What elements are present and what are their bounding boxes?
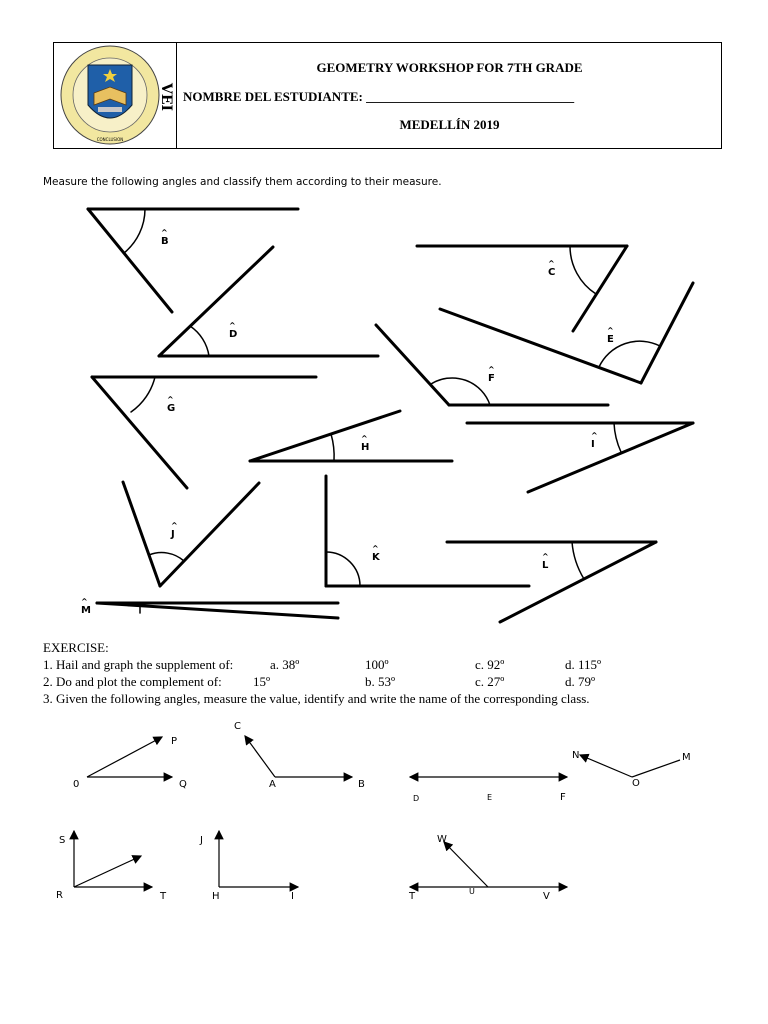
angle-label-e: ^ E [607,326,614,345]
logo-side-text: VEI [158,83,174,112]
city-year: MEDELLÍN 2019 [399,117,500,132]
point-i: I [291,891,294,902]
logo-bottom-text: CONCLUSION [96,137,124,142]
point-u: U [469,887,475,896]
angle-label-m: ^ M [81,597,91,616]
point-d: D [413,794,420,803]
angle-label-j: ^ J [171,521,178,540]
angle-label-l: ^ L [542,552,549,571]
point-v: V [543,891,550,902]
angle-label-b: ^ B [161,228,169,247]
point-j: J [200,835,203,846]
point-o: O [632,778,640,789]
point-t2: T [409,891,416,902]
exercise-heading: EXERCISE: [43,640,109,655]
angle-label-d: ^ D [229,321,238,340]
point-m: M [682,752,691,763]
angle-label-h: ^ H [361,434,370,453]
point-e: E [487,793,493,802]
point-w: W [437,834,447,845]
angle-label-g: ^ G [167,395,176,414]
figure-cab [245,736,352,777]
point-p: P [171,736,178,747]
point-t: T [160,891,167,902]
figure-poq [87,737,172,777]
point-c: C [234,721,241,732]
workshop-title: GEOMETRY WORKSHOP FOR 7TH GRADE [316,60,583,75]
point-s: S [59,835,66,846]
angle-label-i: ^ I [591,431,598,450]
angle-label-c: ^ C [548,259,556,278]
angle-label-k: ^ K [372,544,380,563]
figure-nom [580,755,680,777]
point-f: F [560,792,566,803]
point-a: A [269,779,276,790]
angle-label-f: ^ F [488,365,495,384]
point-q: Q [179,779,187,790]
point-0: 0 [73,779,80,790]
point-b: B [358,779,365,790]
figure-srt [74,831,152,887]
exercise-q3: 3. Given the following angles, measure the value, identify and write the name of the corresponding class. [43,691,590,706]
point-r: R [56,890,63,901]
instructions-text: Measure the following angles and classify them according to their measure. [43,176,442,188]
exercise-q1: 1. Hail and graph the supplement of: a. 38º 100º c. 92º d. 115º [43,657,602,672]
point-h: H [212,891,220,902]
exercise-q2: 2. Do and plot the complement of: 15º b. 53º c. 27º d. 79º [43,674,596,689]
student-name-label: NOMBRE DEL ESTUDIANTE: ________________________________ [183,89,575,104]
point-n: N [572,750,580,761]
figure-wtuv [410,842,567,887]
figure-jhi [219,831,298,887]
